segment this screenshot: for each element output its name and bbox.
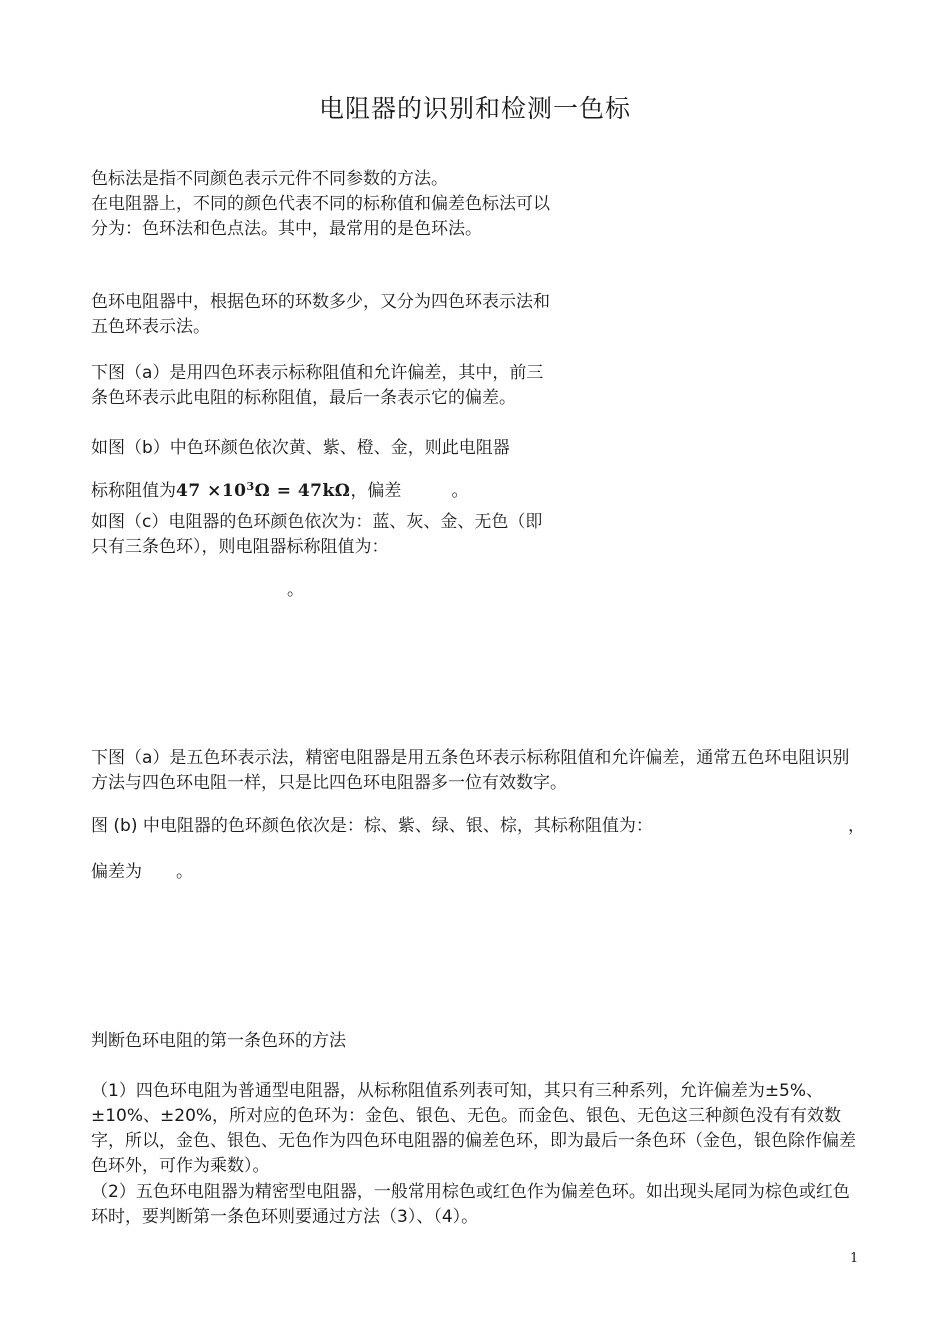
- five-example-line-1: 图 (b) 中电阻器的色环颜色依次是：棕、紫、绿、银、棕，其标称阻值为：: [91, 816, 653, 836]
- example-c-period: 。: [287, 580, 304, 600]
- para-ring-types: 色环电阻器中，根据色环的环数多少，又分为四色环表示法和五色环表示法。: [91, 292, 550, 337]
- example-c-text: 如图（c）电阻器的色环颜色依次为：蓝、灰、金、无色（即只有三条色环），则电阻器标称阻值为：: [91, 512, 543, 557]
- example-b-period: 。: [451, 481, 469, 501]
- formula-base: 47 ×10: [176, 481, 247, 501]
- page-number: 1: [850, 1251, 859, 1266]
- five-example-line-2: [91, 860, 863, 885]
- formula-result: Ω = 47kΩ: [254, 481, 351, 501]
- five-example-comma: ，: [848, 816, 865, 836]
- para-five-ring: 下图（a）是五色环表示法，精密电阻器是用五条色环表示标称阻值和允许偏差，通常五色环电阻识别方法与四色环电阻一样，只是比四色环电阻器多一位有效数字。: [91, 748, 850, 793]
- rule-2: （2）五色环电阻器为精密型电阻器，一般常用棕色或红色作为偏差色环。如出现头尾同为棕色或红色环时，要判断第一条色环则要通过方法（3）、（4）。: [91, 1182, 850, 1227]
- example-b-prefix: 标称阻值为: [91, 481, 176, 501]
- section-heading: 判断色环电阻的第一条色环的方法: [91, 1031, 346, 1051]
- example-b-line-2: [91, 474, 553, 504]
- example-b-line-1: 如图（b）中色环颜色依次黄、紫、橙、金，则此电阻器: [91, 438, 510, 458]
- intro-line-2: 在电阻器上，不同的颜色代表不同的标称值和偏差色标法可以分为：色环法和色点法。其中，最常用的是色环法。: [91, 194, 550, 239]
- formula-exponent: 3: [246, 480, 255, 493]
- page-title: 电阻器的识别和检测一色标: [318, 94, 631, 123]
- resistance-formula: [176, 481, 350, 501]
- rule-1: （1）四色环电阻为普通型电阻器，从标称阻值系列表可知，其只有三种系列，允许偏差为±5%、±10%、±20%，所对应的色环为：金色、银色、无色。而金色、银色、无色这三种颜色没有有效数字，所以，金色、银色、无色作为四色环电阻器的偏差色环，即为最后一条色环（金色，银色除作偏差色环外，可作为乘数）。: [91, 1081, 856, 1176]
- five-example-prefix: 偏差为: [91, 862, 142, 882]
- example-b-suffix: ，偏差: [350, 481, 402, 501]
- five-example-period: 。: [176, 862, 193, 882]
- intro-line-1: 色标法是指不同颜色表示元件不同参数的方法。: [91, 169, 448, 189]
- para-four-ring: 下图（a）是用四色环表示标称阻值和允许偏差，其中，前三条色环表示此电阻的标称阻值，最后一条表示它的偏差。: [91, 363, 544, 408]
